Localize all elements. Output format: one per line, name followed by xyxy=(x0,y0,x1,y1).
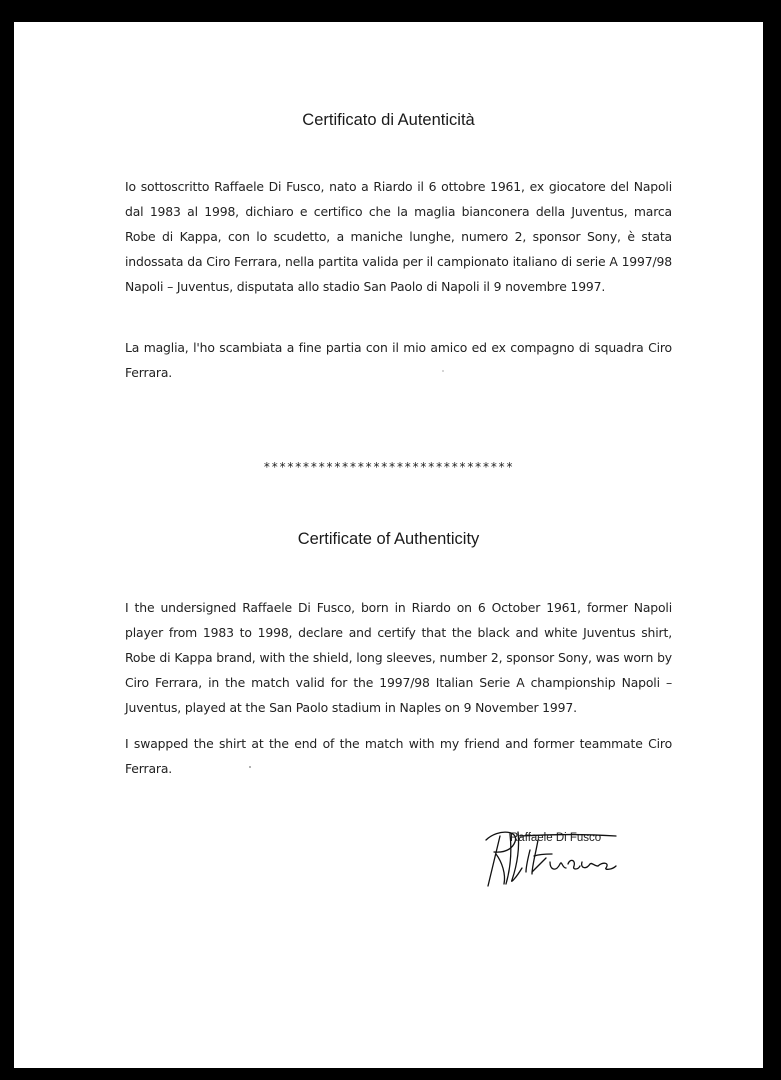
paper-speck xyxy=(442,370,444,372)
signature-printed-name: Raffaele Di Fusco xyxy=(510,832,602,844)
handwritten-signature-icon xyxy=(476,822,676,892)
signature-block xyxy=(476,822,676,892)
paper-speck xyxy=(249,766,251,768)
paragraph-italian-exchange: La maglia, l'ho scambiata a fine partia con il mio amico ed ex compagno di squadra Ciro Ferrara. xyxy=(125,340,672,380)
paragraph-english-exchange: I swapped the shirt at the end of the match with my friend and former teammate Ciro Ferrara. xyxy=(125,736,672,776)
paragraph-italian-declaration: Io sottoscritto Raffaele Di Fusco, nato a Riardo il 6 ottobre 1961, ex giocatore del Napoli dal 1983 al 1998, dichiaro e certifico che la maglia bianconera della Juventus, marca Robe di Kappa, con lo scudetto, a maniche lunghe, numero 2, sponsor Sony, è stata indossata da Ciro Ferrara, nella partita valida per il campionato italiano di serie A 1997/98 Napoli – Juventus, disputata allo stadio San Paolo di Napoli il 9 novembre 1997. xyxy=(125,179,672,294)
separator-asterisks: ******************************** xyxy=(263,460,514,474)
title-english: Certificate of Authenticity xyxy=(297,530,480,548)
title-italian: Certificato di Autenticità xyxy=(302,111,475,129)
certificate-page xyxy=(14,22,763,1068)
paragraph-english-declaration: I the undersigned Raffaele Di Fusco, born in Riardo on 6 October 1961, former Napoli player from 1983 to 1998, declare and certify that the black and white Juventus shirt, Robe di Kappa brand, with the shield, long sleeves, number 2, sponsor Sony, was worn by Ciro Ferrara, in the match valid for the 1997/98 Italian Serie A championship Napoli – Juventus, played at the San Paolo stadium in Naples on 9 November 1997. xyxy=(125,600,672,715)
